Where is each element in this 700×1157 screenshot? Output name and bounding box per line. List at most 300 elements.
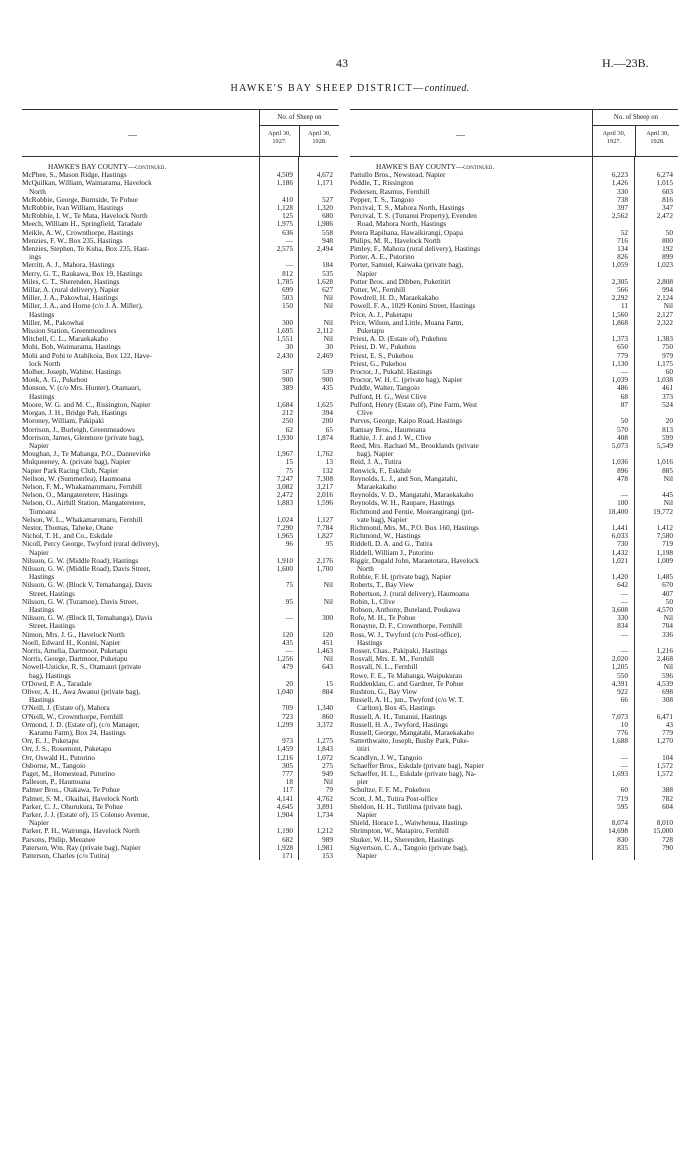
sheep-count-1928: 461 bbox=[662, 384, 673, 393]
owner-name: Satterthwaite, Joseph, Bushy Park, Puke- titiri bbox=[350, 737, 470, 754]
name-column-header: — bbox=[128, 130, 137, 140]
table-row bbox=[22, 458, 338, 466]
table-row bbox=[350, 762, 678, 770]
sheep-count-1927: 20 bbox=[285, 679, 293, 688]
owner-name: Parker, J. J. (Estate of), 15 Colenso Avenue, Napier bbox=[22, 811, 150, 828]
owner-name: Potter Bros. and Dibben, Puketitiri bbox=[350, 277, 451, 286]
sheep-count-1927: 125 bbox=[282, 212, 293, 221]
sheep-count-1928: 8,010 bbox=[656, 819, 673, 828]
sheep-count-1927: 7,290 bbox=[276, 523, 293, 532]
table-row bbox=[350, 573, 678, 581]
table-row bbox=[350, 557, 678, 573]
sheep-count-1927: 330 bbox=[617, 614, 628, 623]
sheep-count-1928: 1,412 bbox=[656, 523, 673, 532]
sheep-count-1928: 1,485 bbox=[656, 573, 673, 582]
sheep-count-1927: 96 bbox=[285, 540, 293, 549]
table-row bbox=[350, 713, 678, 721]
table-row bbox=[22, 319, 338, 327]
sheep-count-1927: 642 bbox=[617, 581, 628, 590]
owner-name: Riddell, William J., Putorino bbox=[350, 548, 434, 557]
owner-name: McRobbie, I. W., Te Mata, Havelock North bbox=[22, 212, 148, 221]
sheep-count-1927: 2,562 bbox=[611, 212, 628, 221]
owner-name: Rofe, M. H., Te Pohue bbox=[350, 614, 416, 623]
table-row bbox=[350, 786, 678, 794]
group-label: No. of Sheep on bbox=[260, 110, 339, 126]
sheep-count-1928: 1,023 bbox=[656, 261, 673, 270]
sheep-count-1927: 1,965 bbox=[276, 532, 293, 541]
sheep-count-1927: 1,459 bbox=[276, 745, 293, 754]
table-row bbox=[350, 426, 678, 434]
sheep-count-1928: 1,700 bbox=[316, 564, 333, 573]
sheep-count-1927: 1,441 bbox=[611, 523, 628, 532]
owner-name: Reynolds, W. H., Raupare, Hastings bbox=[350, 499, 455, 508]
owner-name: Price, Wilson, and Little, Moana Farm, Puketapu bbox=[350, 318, 464, 336]
sheep-count-1928: 300 bbox=[322, 614, 333, 623]
table-row bbox=[22, 204, 338, 212]
owner-name: Rosser, Chas., Pakipaki, Hastings bbox=[350, 646, 448, 655]
sheep-count-1928: 153 bbox=[322, 852, 333, 861]
page-reference: H.—23B. bbox=[602, 56, 649, 70]
sheep-count-1927: 896 bbox=[617, 466, 628, 475]
table-row bbox=[22, 614, 338, 630]
sheep-count-1928: Nil bbox=[323, 778, 333, 787]
owner-name: Paterson, Wm. Ray (private bag), Napier bbox=[22, 843, 141, 852]
owner-name: Riddell, D. A. and G., Tutira bbox=[350, 540, 433, 549]
owner-name: Ormond, J. D. (Estate of), (c/o Manager, Karamu Farm), Box 24, Hastings bbox=[22, 720, 140, 738]
table-row bbox=[350, 499, 678, 507]
table-row bbox=[22, 376, 338, 384]
owner-name: Norris, George, Dartmoor, Puketapu bbox=[22, 655, 128, 664]
owner-name: Richmond and Fernie, Moerangirangi (pri- vate bag), Napier bbox=[350, 507, 475, 524]
table-row bbox=[22, 803, 338, 811]
owner-name: Nilsson, G. W. (Middle Road), Davis Street, Hastings bbox=[22, 564, 151, 582]
sheep-count-1928: 2,112 bbox=[316, 327, 333, 336]
sheep-count-1927: 1,128 bbox=[276, 204, 293, 213]
table-row bbox=[350, 729, 678, 737]
sheep-count-1928: 599 bbox=[662, 433, 673, 442]
sheep-count-1928: 900 bbox=[322, 376, 333, 385]
table-row bbox=[350, 844, 678, 860]
sheep-count-1927: 7,247 bbox=[276, 474, 293, 483]
owner-name: Ruddenklau, C. and Gardner, Te Pohue bbox=[350, 679, 464, 688]
sheep-count-1927: 730 bbox=[617, 540, 628, 549]
owner-name: Pulford, H. G., West Clive bbox=[350, 392, 427, 401]
sheep-count-1928: 4,570 bbox=[656, 605, 673, 614]
sheep-count-1928: 1,038 bbox=[656, 376, 673, 385]
sheep-count-1927: — bbox=[620, 589, 628, 598]
sheep-count-1928: Nil bbox=[323, 318, 333, 327]
owner-name: Rosvall, Mrs. E. M., Fernhill bbox=[350, 655, 434, 664]
table-row bbox=[350, 655, 678, 663]
sheep-count-1928: 2,322 bbox=[656, 318, 673, 327]
sheep-count-1928: 994 bbox=[662, 286, 673, 295]
owner-name: Menzies, Stephen, Te Kuha, Box 235, Hast- ings bbox=[22, 245, 150, 262]
sheep-count-1927: 408 bbox=[617, 433, 628, 442]
table-row bbox=[22, 229, 338, 237]
sheep-count-1928: Nil bbox=[663, 474, 673, 483]
sheep-count-1927: 397 bbox=[617, 204, 628, 213]
sheep-count-1928: 445 bbox=[662, 491, 673, 500]
owner-name: McQuilkan, William, Waimarama, Havelock North bbox=[22, 179, 152, 196]
owner-name: Norris, Amelia, Dartmoor, Puketapu bbox=[22, 646, 128, 655]
sheep-count-1927: 1,904 bbox=[276, 811, 293, 820]
table-row bbox=[22, 417, 338, 425]
sheep-count-1927: 4,391 bbox=[611, 679, 628, 688]
sheep-count-1928: 1,874 bbox=[316, 433, 333, 442]
sheep-count-1927: 1,693 bbox=[611, 770, 628, 779]
sheep-count-1927: 900 bbox=[282, 376, 293, 385]
owner-name: Schaeffer Bros., Eskdale (private bag), Napier bbox=[350, 761, 484, 770]
section-heading bbox=[22, 163, 338, 171]
sheep-count-1928: 813 bbox=[662, 425, 673, 434]
sheep-count-1927: — bbox=[620, 368, 628, 377]
owner-name: Nicoll, Percy George, Twyford (rural delivery), Napier bbox=[22, 540, 160, 557]
table-row bbox=[22, 409, 338, 417]
owner-name: Neilson, W. (Summerlea), Haumoana bbox=[22, 474, 131, 483]
owner-name: Peddle, T., Rissington bbox=[350, 179, 414, 188]
sheep-count-1927: 5,073 bbox=[611, 441, 628, 450]
owner-name: Parker, P. H., Wairunga, Havelock North bbox=[22, 827, 140, 836]
table-row bbox=[22, 491, 338, 499]
sheep-count-1927: 1,426 bbox=[611, 179, 628, 188]
sheep-count-1927: 1,059 bbox=[611, 261, 628, 270]
table-row bbox=[350, 434, 678, 442]
owner-name: Renwick, F., Eskdale bbox=[350, 466, 412, 475]
sheep-count-1927: 4,645 bbox=[276, 802, 293, 811]
table-header bbox=[22, 109, 338, 157]
sheep-count-1927: 330 bbox=[617, 187, 628, 196]
owner-name: Porter, A. E., Putorino bbox=[350, 253, 415, 262]
table-row bbox=[22, 655, 338, 663]
sheep-count-1927: 1,420 bbox=[611, 573, 628, 582]
owner-name: Mohi, Bob, Waimarama, Hastings bbox=[22, 343, 121, 352]
sheep-count-1927: 7,073 bbox=[611, 712, 628, 721]
col-1927-header: April 30, 1927. bbox=[602, 130, 626, 145]
owner-name: Morgan, J. H., Bridge Pah, Hastings bbox=[22, 409, 127, 418]
sheep-count-1927: 973 bbox=[282, 737, 293, 746]
sheep-count-1927: 1,551 bbox=[276, 335, 293, 344]
table-row bbox=[22, 467, 338, 475]
title-suffix: continued. bbox=[424, 83, 470, 94]
sheep-count-1927: 389 bbox=[282, 384, 293, 393]
sheep-count-1927: 479 bbox=[282, 663, 293, 672]
sheep-count-1928: 373 bbox=[662, 392, 673, 401]
sheep-count-1928: 1,628 bbox=[316, 277, 333, 286]
sheep-count-1927: 1,928 bbox=[276, 843, 293, 852]
sheep-count-1928: 2,472 bbox=[656, 212, 673, 221]
table-row bbox=[350, 368, 678, 376]
sheep-count-1927: — bbox=[285, 646, 293, 655]
sheep-count-1928: 1,016 bbox=[656, 458, 673, 467]
table-row bbox=[22, 581, 338, 597]
sheep-count-1928: 2,016 bbox=[316, 491, 333, 500]
table-row bbox=[350, 442, 678, 458]
owner-name: Shuker, W. H., Sherenden, Hastings bbox=[350, 835, 454, 844]
table-row bbox=[350, 261, 678, 277]
sheep-count-1928: 5,549 bbox=[656, 441, 673, 450]
table-row bbox=[350, 475, 678, 491]
table-row bbox=[22, 852, 338, 860]
sheep-count-1927: 95 bbox=[285, 597, 293, 606]
owner-name: McRobbie, Ivan William, Hastings bbox=[22, 204, 124, 213]
sheep-count-1927: 120 bbox=[282, 630, 293, 639]
owner-name: Nilsson, G. W. (Block II, Temahanga), Davis Street, Hastings bbox=[22, 614, 153, 631]
table-row bbox=[350, 680, 678, 688]
sheep-count-1928: 670 bbox=[662, 581, 673, 590]
owner-name: Reid, J. A., Tutira bbox=[350, 458, 402, 467]
owner-name: Nimon, Mrs. J. G., Havelock North bbox=[22, 630, 125, 639]
sheep-count-1928: Nil bbox=[323, 302, 333, 311]
table-row bbox=[350, 245, 678, 253]
table-row bbox=[350, 286, 678, 294]
owner-name: Pulford, Henry (Estate of), Pine Farm, West Clive bbox=[350, 400, 478, 418]
sheep-count-1928: 2,468 bbox=[656, 655, 673, 664]
owner-name: O'Dowd, P. A., Taradale bbox=[22, 679, 92, 688]
owner-name: Parker, C. J., Ohurukura, Te Pohue bbox=[22, 802, 123, 811]
sheep-count-1927: 14,698 bbox=[608, 827, 628, 836]
owner-name: Shield, Horace L., Waiwhenua, Hastings bbox=[350, 819, 468, 828]
sheep-count-1927: 723 bbox=[282, 712, 293, 721]
table-row bbox=[350, 721, 678, 729]
sheep-count-1928: 1,843 bbox=[316, 745, 333, 754]
sheep-count-1927: 250 bbox=[282, 417, 293, 426]
owner-name: Patterson, Charles (c/o Tutira) bbox=[22, 852, 110, 861]
owner-name: Palmer, S. M., Okaihai, Havelock North bbox=[22, 794, 139, 803]
sheep-count-1927: 922 bbox=[617, 688, 628, 696]
table-row bbox=[350, 581, 678, 589]
owner-name: Sheldon, H. H., Tutilima (private bag), Napier bbox=[350, 802, 463, 820]
table-row bbox=[350, 549, 678, 557]
sheep-count-1927: 212 bbox=[282, 409, 293, 418]
sheep-count-1927: 1,186 bbox=[276, 179, 293, 188]
sheep-count-1927: 1,967 bbox=[276, 450, 293, 459]
sheep-count-1927: 2,472 bbox=[276, 491, 293, 500]
owner-name: Russell, A. H., Tunanui, Hastings bbox=[350, 712, 447, 721]
sheep-count-1927: 776 bbox=[617, 729, 628, 738]
sheep-count-1927: 1,256 bbox=[276, 655, 293, 664]
table-row bbox=[350, 417, 678, 425]
table-row bbox=[22, 540, 338, 556]
sheep-count-1928: 1,734 bbox=[316, 811, 333, 820]
owner-name: Richmond, W., Hastings bbox=[350, 532, 421, 541]
sheep-count-1927: 62 bbox=[285, 425, 293, 434]
sheep-count-1927: 507 bbox=[282, 368, 293, 377]
owner-name: Moore, W. G. and M. C., Rissington, Napier bbox=[22, 400, 151, 409]
owner-name: Oliver, A. H., Awa Awanui (private bag), Hastings bbox=[22, 688, 141, 705]
column-divider bbox=[298, 157, 299, 860]
table-row bbox=[350, 590, 678, 598]
sheep-count-1928: 535 bbox=[322, 269, 333, 278]
sheep-count-1928: 95 bbox=[325, 540, 333, 549]
table-row bbox=[350, 819, 678, 827]
owner-name: Roberts, T., Bay View bbox=[350, 581, 415, 590]
table-row bbox=[22, 565, 338, 581]
owner-name: Pattullo Bros., Newstead, Napier bbox=[350, 171, 446, 180]
sheep-count-1927: 830 bbox=[617, 835, 628, 844]
owner-name: O'Neill, W., Crownthorpe, Fernhill bbox=[22, 712, 123, 721]
owner-name: Mission Station, Greenmeadows bbox=[22, 327, 117, 336]
owner-name: Percival, T. S. (Tunanui Property), Evenden Road, Mahora North, Hastings bbox=[350, 212, 477, 229]
sheep-count-1928: 60 bbox=[665, 368, 673, 377]
sheep-count-1928: 1,383 bbox=[656, 335, 673, 344]
sheep-count-1927: — bbox=[285, 261, 293, 270]
owner-name: Miller, J. A., Pakowhai, Hastings bbox=[22, 294, 118, 303]
sheep-count-1927: 18 bbox=[285, 778, 293, 787]
table-row bbox=[350, 212, 678, 228]
owner-name: Robson, Anthony, Buteland, Poukawa bbox=[350, 605, 461, 614]
table-row bbox=[22, 270, 338, 278]
owner-name: Orr, J. S., Rosemont, Puketapu bbox=[22, 745, 112, 754]
owner-name: Riggir, Dugald John, Maraetotara, Havelock North bbox=[350, 556, 479, 573]
table-row bbox=[22, 647, 338, 655]
owner-name: Scott, J. M., Tutira Post-office bbox=[350, 794, 438, 803]
sheep-count-1928: 2,808 bbox=[656, 277, 673, 286]
sheep-count-1928: 596 bbox=[662, 671, 673, 680]
owner-name: Nilsson, G. W. (Turamoe), Davis Street, Hastings bbox=[22, 597, 139, 614]
owner-name: Palmer Bros., Otakawa, Te Pohue bbox=[22, 786, 120, 795]
table-row bbox=[22, 639, 338, 647]
sheep-count-1927: 1,684 bbox=[276, 400, 293, 409]
sheep-count-1927: 1,036 bbox=[611, 458, 628, 467]
sheep-count-1928: 1,072 bbox=[316, 753, 333, 762]
sheep-count-1927: — bbox=[620, 753, 628, 762]
sheep-count-1927: 595 bbox=[617, 802, 628, 811]
sheep-count-1928: 800 bbox=[662, 236, 673, 245]
table-row bbox=[22, 294, 338, 302]
sheep-count-1927: 1,040 bbox=[276, 688, 293, 696]
table-row bbox=[350, 606, 678, 614]
table-row bbox=[350, 458, 678, 466]
sheep-count-1928: 20 bbox=[665, 417, 673, 426]
sheep-count-1928: 698 bbox=[662, 688, 673, 696]
owner-name: Meech, William H., Springfield, Taradale bbox=[22, 220, 143, 229]
table-row bbox=[22, 335, 338, 343]
table-row bbox=[22, 762, 338, 770]
sheep-count-1928: 1,827 bbox=[316, 532, 333, 541]
sheep-count-1927: 636 bbox=[282, 228, 293, 237]
owner-name: Priest, E. S., Pukehou bbox=[350, 351, 414, 360]
sheep-count-1927: 4,141 bbox=[276, 794, 293, 803]
column-divider bbox=[259, 157, 260, 860]
sheep-count-1927: 6,223 bbox=[611, 171, 628, 180]
owner-name: Robbie, F. H. (private bag), Napier bbox=[350, 573, 452, 582]
table-row bbox=[22, 483, 338, 491]
sheep-count-1928: 1,009 bbox=[656, 556, 673, 565]
sheep-count-1927: 300 bbox=[282, 318, 293, 327]
sheep-count-1927: 2,430 bbox=[276, 351, 293, 360]
sheep-count-1927: 435 bbox=[282, 638, 293, 647]
sheep-count-1928: 2,176 bbox=[316, 556, 333, 565]
table-row bbox=[350, 171, 678, 179]
owner-name: Scandlyn, J. W., Tangoio bbox=[350, 753, 423, 762]
sheep-count-1928: Nil bbox=[663, 663, 673, 672]
owner-name: Russell, A. H., jun., Twyford (c/o W. T. Carlton), Box 45, Hastings bbox=[350, 696, 464, 713]
owner-name: Miller, J. A., and Horne (c/o J. A. Miller), Hastings bbox=[22, 302, 143, 319]
owner-name: Nowell-Usticke, R. S., Otamauri (private bag), Hastings bbox=[22, 663, 142, 680]
owner-name: Purves, George, Kaipo Road, Hastings bbox=[350, 417, 463, 426]
column-divider bbox=[634, 157, 635, 860]
owner-name: Richmond, Mrs. M., P.O. Box 160, Hastings bbox=[350, 523, 479, 532]
owner-name: Rowe, F. E., Te Mahanga, Waipukurau bbox=[350, 671, 463, 680]
table-row bbox=[22, 770, 338, 778]
table-row bbox=[22, 516, 338, 524]
owner-name: Priest, G., Pukehou bbox=[350, 359, 407, 368]
table-row bbox=[22, 401, 338, 409]
owner-name: Mohi and Pohi te Atahikoia, Box 122, Have- lock North bbox=[22, 351, 152, 368]
sheep-count-1928: 1,463 bbox=[316, 646, 333, 655]
sheep-count-1928: 407 bbox=[662, 589, 673, 598]
sheep-count-1928: 1,572 bbox=[656, 761, 673, 770]
table-row bbox=[350, 647, 678, 655]
sheep-count-1927: — bbox=[620, 761, 628, 770]
sheep-count-1928: 750 bbox=[662, 343, 673, 352]
sheep-count-1927: 117 bbox=[282, 786, 293, 795]
table-row bbox=[22, 220, 338, 228]
title-text: HAWKE'S BAY SHEEP DISTRICT— bbox=[230, 83, 425, 94]
sheep-count-1928: 603 bbox=[662, 187, 673, 196]
section-title: HAWKE'S BAY COUNTY—continued. bbox=[376, 163, 495, 171]
table-row bbox=[350, 663, 678, 671]
owner-name: Rathie, J. J. and J. W., Clive bbox=[350, 433, 432, 442]
sheep-count-header bbox=[259, 110, 339, 156]
sheep-count-1927: 100 bbox=[617, 499, 628, 508]
sheep-count-1928: 3,372 bbox=[316, 720, 333, 729]
sheep-count-1927: 52 bbox=[620, 228, 628, 237]
table-row bbox=[22, 754, 338, 762]
owner-name: Nichol, T. H., and Co., Eskdale bbox=[22, 532, 113, 541]
sheep-count-1927: 1,039 bbox=[611, 376, 628, 385]
sheep-count-1927: 777 bbox=[282, 770, 293, 779]
table-row bbox=[350, 229, 678, 237]
sheep-count-1927: 2,292 bbox=[611, 294, 628, 303]
owner-name: Mitchell, C. L., Maraekakaho bbox=[22, 335, 108, 344]
owner-name: Ross, W. J., Twyford (c/o Post-office), Hastings bbox=[350, 630, 462, 647]
sheep-count-1927: 18,400 bbox=[608, 507, 628, 516]
sheep-count-1928: 275 bbox=[322, 761, 333, 770]
sheep-count-1928: 627 bbox=[322, 286, 333, 295]
owner-name: Ramsay Bros., Haumoana bbox=[350, 425, 426, 434]
sheep-count-1927: 75 bbox=[285, 466, 293, 475]
col-1928-header: April 30, 1928. bbox=[635, 125, 679, 156]
owner-name: Nelson, O., Mangateretere, Hastings bbox=[22, 491, 128, 500]
owner-name: McPhee, S., Mason Ridge, Hastings bbox=[22, 171, 127, 180]
sheep-count-1928: 132 bbox=[322, 466, 333, 475]
sheep-count-1927: 812 bbox=[282, 269, 293, 278]
owner-name: Noell, Edward H., Konini, Napier bbox=[22, 638, 121, 647]
owner-name: Price, A. J., Puketapu bbox=[350, 310, 413, 319]
sheep-count-1928: 899 bbox=[662, 253, 673, 262]
sheep-count-1927: 68 bbox=[620, 392, 628, 401]
sheep-count-1928: 1,175 bbox=[656, 359, 673, 368]
owner-name: Monk, A. G., Pukehou bbox=[22, 376, 88, 385]
owner-name: Philips, M. R., Havelock North bbox=[350, 236, 441, 245]
owner-name: Priest, D. W., Pukehou bbox=[350, 343, 416, 352]
sheep-count-1928: 451 bbox=[322, 638, 333, 647]
sheep-count-1928: 2,127 bbox=[656, 310, 673, 319]
table-row bbox=[22, 721, 338, 737]
table-row bbox=[22, 450, 338, 458]
owner-name: Merry, G. T., Raukawa, Box 19, Hastings bbox=[22, 269, 143, 278]
table-row bbox=[350, 294, 678, 302]
table-row bbox=[350, 827, 678, 835]
sheep-count-1927: 8,074 bbox=[611, 819, 628, 828]
owner-name: Orr, Oswald H., Putorino bbox=[22, 753, 96, 762]
owner-name: Parsons, Philip, Meeanee bbox=[22, 835, 96, 844]
owner-name: Reynolds, L. J., and Son, Mangatahi, Maraekakaho bbox=[350, 474, 458, 491]
sheep-count-1927: 1,216 bbox=[276, 753, 293, 762]
table-row bbox=[350, 614, 678, 622]
sheep-count-1927: 699 bbox=[282, 286, 293, 295]
